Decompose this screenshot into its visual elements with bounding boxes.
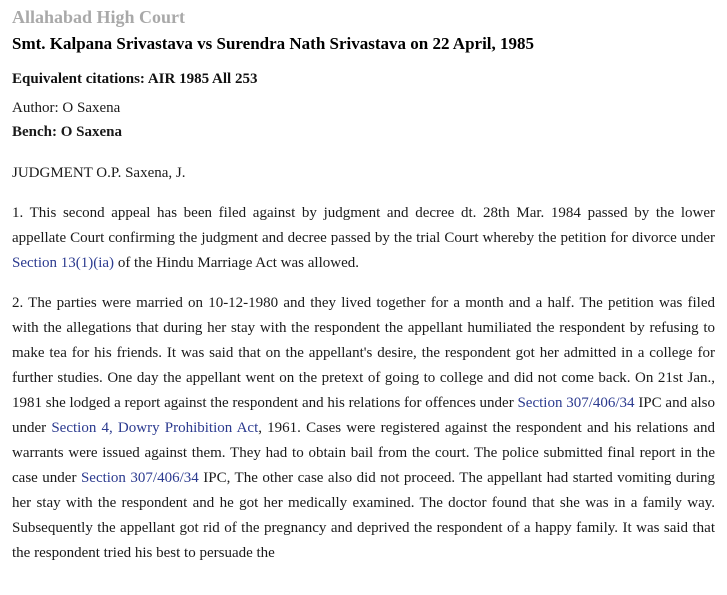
paragraph-1-text-a: 1. This second appeal has been filed against by judgment and decree dt. 28th Mar. 1984 passed by the lower appellate Court confirming the judgment and decree passed by the trial Court whereby the petition for divorce under <box>12 205 715 246</box>
bench-line: Bench: O Saxena <box>12 124 123 140</box>
equivalent-citations: Equivalent citations: AIR 1985 All 253 <box>12 71 258 87</box>
paragraph-2-text-a: 2. The parties were married on 10-12-1980 and they lived together for a month and a half. The petition was filed with the allegations that during her stay with the respondent the appellant humiliated the respondent by refusing to make tea for his friends. It was said that on the appellant's desire, the respondent got her admitted in a college for further studies. One day the appellant went on the pretext of going to college and did not come back. On 21st Jan., 1981 she lodged a report against the respondent and his relations for offences under <box>12 295 715 411</box>
section-307-406-34-link[interactable]: Section 307/406/34 <box>517 395 635 411</box>
section-13-1-ia-link[interactable]: Section 13(1)(ia) <box>12 255 115 271</box>
section-4-dowry-prohibition-act-link[interactable]: Section 4, Dowry Prohibition Act <box>51 420 259 436</box>
case-title: Smt. Kalpana Srivastava vs Surendra Nath Srivastava on 22 April, 1985 <box>12 34 535 53</box>
paragraph-1-text-b: of the Hindu Marriage Act was allowed. <box>114 255 359 271</box>
judgment-heading: JUDGMENT O.P. Saxena, J. <box>12 165 186 181</box>
paragraph-1 <box>12 183 715 276</box>
paragraph-2-text-b: IPC and also under <box>12 395 715 436</box>
paragraph-2-text-c: , 1961. Cases were registered against the respondent and his relations and warrants were issued against them. They had to obtain bail from the court. The police submitted final report in the case under <box>12 420 715 486</box>
paragraph-2-text-d: IPC, The other case also did not proceed. The appellant had started vomiting during her stay with the respondent and he got her medically examined. The doctor found that she was in a family way. Subsequently the appellant got rid of the pregnancy and deprived the respondent of a happy family. It was said that the respondent tried his best to persuade the <box>12 470 715 561</box>
court-name: Allahabad High Court <box>12 7 186 27</box>
author-line: Author: O Saxena <box>12 100 121 116</box>
paragraph-2 <box>12 276 715 566</box>
section-307-406-34-link-2[interactable]: Section 307/406/34 <box>80 470 199 486</box>
